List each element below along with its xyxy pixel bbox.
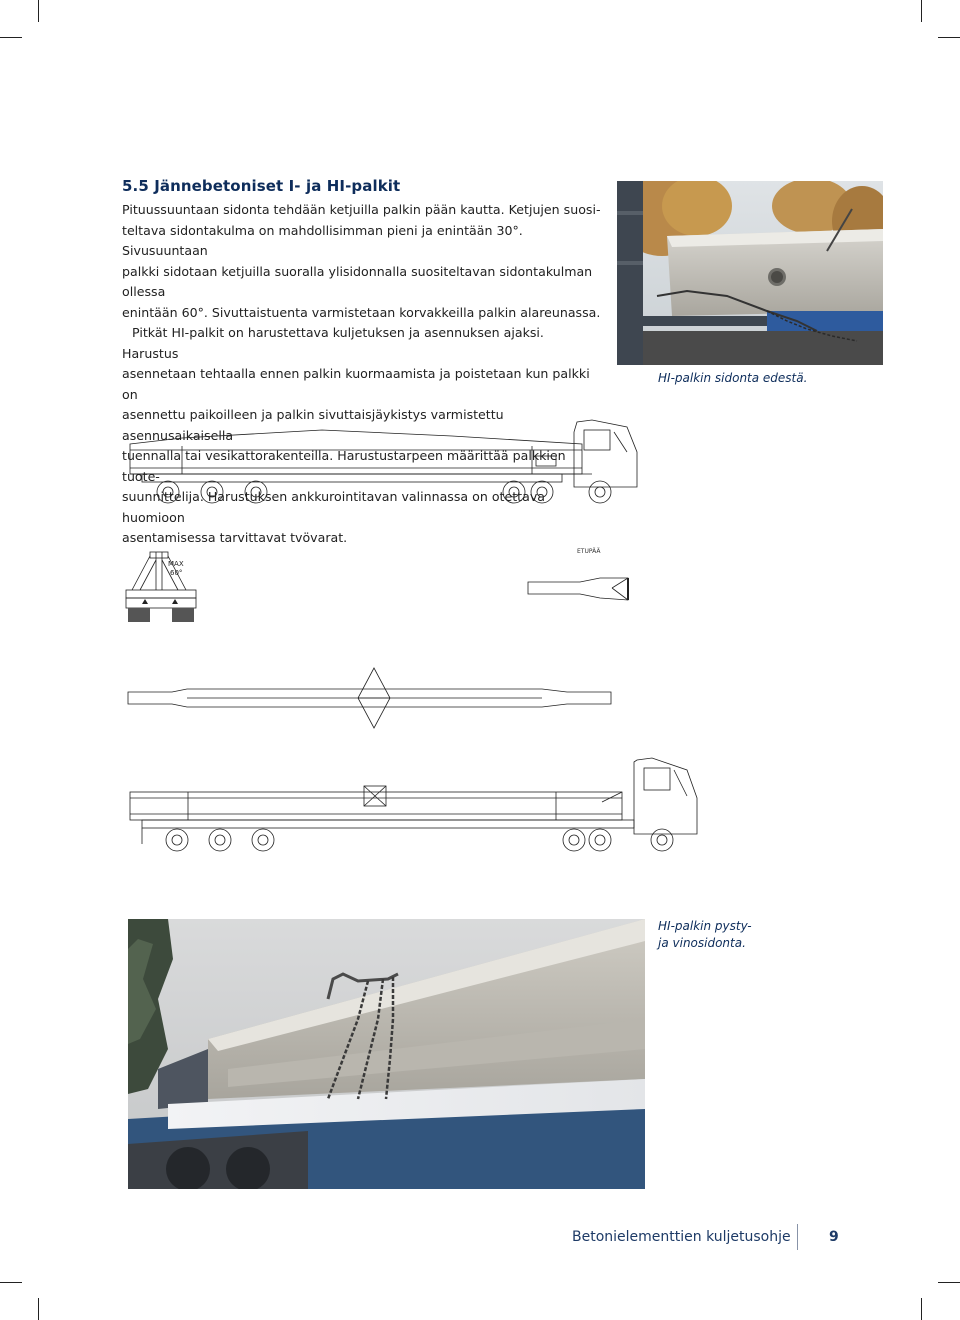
max-angle-label: MAX [168, 560, 184, 568]
crop-mark-top-left-h [0, 37, 22, 38]
text-line: Pitkät HI-palkit on harustettava kuljetuksen ja asennuksen ajaksi. Harustus [122, 325, 544, 361]
drawing-end-view [122, 548, 202, 626]
max-angle-value: 60° [170, 569, 183, 577]
crop-mark-top-right-v [921, 0, 922, 22]
truck-trailer-side-drawing-1 [122, 412, 642, 512]
photo-beam-vertical-diagonal-tie-down-image [128, 919, 645, 1189]
beam-end-view-drawing [122, 548, 202, 626]
section-title: 5.5 Jännebetoniset I- ja HI-palkit [122, 177, 401, 195]
crop-mark-bottom-left-h [0, 1282, 22, 1283]
front-label: ETUPÄÄ [577, 548, 601, 555]
footer-page-number: 9 [829, 1229, 839, 1245]
text-line: Pituussuuntaan sidonta tehdään ketjuilla palkin pään kautta. Ketjujen suosi- [122, 202, 601, 217]
text-line: enintään 60°. Sivuttaistuenta varmistetaan korvakkeilla palkin alareunassa. [122, 304, 601, 320]
photo-beam-front-tie-down-image [617, 181, 883, 365]
text-line: asentamisessa tarvittavat tvövarat. [122, 530, 348, 545]
crop-mark-top-left-v [38, 0, 39, 22]
paragraph-1 [122, 200, 602, 323]
beam-front-top-view-drawing [520, 542, 640, 604]
text-line: tuennalla tai vesikattorakenteilla. Harustustarpeen määrittää palkkien tuote- [122, 448, 566, 484]
footer-separator [797, 1224, 798, 1250]
photo-beam-vertical-diagonal-tie-down [128, 919, 645, 1189]
caption-photo-bottom-line2: ja vinosidonta. [658, 936, 746, 950]
text-line: suunnittelija. Harustuksen ankkurointitavan valinnassa on otettava huomioon [122, 489, 545, 525]
crop-mark-bottom-right-h [938, 1282, 960, 1283]
text-line: asennetaan tehtaalla ennen palkin kuormaamista ja poistetaan kun palkki on [122, 366, 590, 402]
photo-beam-front-tie-down [617, 181, 883, 365]
text-line: asennettu paikoilleen ja palkin sivuttaisjäykistys varmistettu asennusaikaisella [122, 407, 504, 443]
footer-document-title: Betonielementtien kuljetusohje [572, 1229, 791, 1245]
drawing-side-view-1 [122, 412, 642, 512]
caption-photo-top: HI-palkin sidonta edestä. [658, 371, 808, 385]
crop-mark-top-right-h [938, 37, 960, 38]
text-line: teltava sidontakulma on mahdollisimman pieni ja enintään 30°. Sivusuuntaan [122, 222, 523, 258]
crop-mark-bottom-right-v [921, 1298, 922, 1320]
crop-mark-bottom-left-v [38, 1298, 39, 1320]
caption-photo-bottom-line1: HI-palkin pysty- [658, 919, 752, 933]
text-line: palkki sidotaan ketjuilla suoralla ylisidonnalla suositeltavan sidontakulman ollessa [122, 263, 593, 299]
caption-photo-bottom [658, 918, 752, 952]
drawing-front-detail [520, 542, 640, 604]
drawing-side-view-2 [122, 752, 702, 860]
drawing-top-view [122, 664, 617, 734]
truck-trailer-side-drawing-2 [122, 752, 702, 860]
beam-top-view-drawing [122, 664, 617, 734]
